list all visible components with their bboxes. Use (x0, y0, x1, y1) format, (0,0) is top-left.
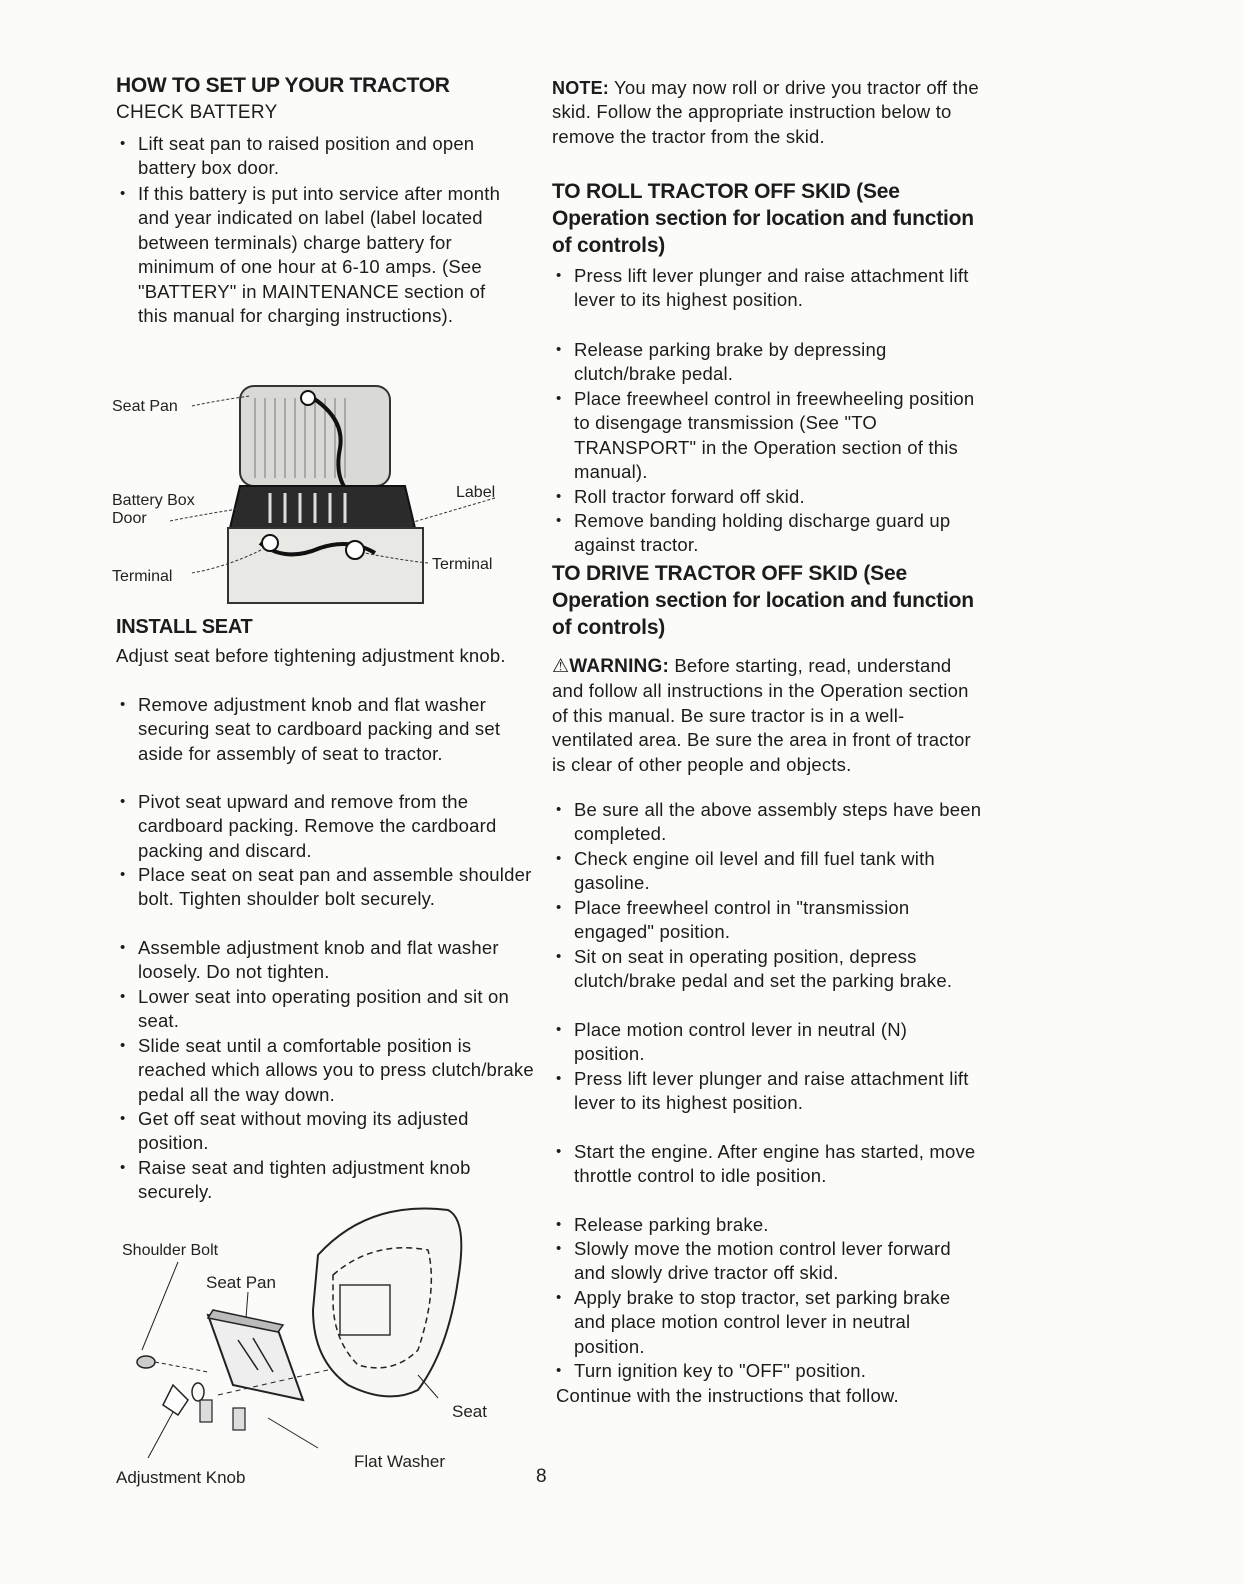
warning-label: WARNING: (569, 656, 669, 677)
install-seat-intro: Adjust seat before tightening adjustment knob. (116, 645, 506, 666)
note-paragraph (552, 76, 982, 149)
list-item: • Start the engine. After engine has started, move throttle control to idle position. (552, 1140, 982, 1189)
warning-text: Before starting, read, understand and follow all instructions in the Operation section of this manual. Be sure tractor is in a well-ventilated area. Be sure the area in front of tractor is clear of other people and objects. (552, 655, 971, 775)
install-seat-heading: INSTALL SEAT (116, 616, 253, 638)
page-number: 8 (536, 1466, 547, 1487)
list-item: • Release parking brake. (552, 1213, 982, 1237)
list-item: • Get off seat without moving its adjusted position. (116, 1107, 536, 1156)
list-item: • Apply brake to stop tractor, set parking brake and place motion control lever in neutral position. (552, 1286, 982, 1359)
caption-flat-washer: Flat Washer (354, 1452, 446, 1471)
list-item: • Check engine oil level and fill fuel tank with gasoline. (552, 847, 982, 896)
warning-triangle-icon: ⚠ (552, 656, 570, 677)
list-item: • Lower seat into operating position and sit on seat. (116, 985, 536, 1034)
note-label: NOTE: (552, 78, 609, 98)
closing-text: Continue with the instructions that follow. (556, 1385, 899, 1406)
list-item: • Pivot seat upward and remove from the cardboard packing. Remove the cardboard packing and discard. (116, 790, 536, 863)
list-item: • Sit on seat in operating position, depress clutch/brake pedal and set the parking brake. (552, 945, 982, 994)
caption-seat: Seat (452, 1402, 487, 1421)
caption-adjustment-knob: Adjustment Knob (116, 1468, 246, 1487)
check-battery-heading: CHECK BATTERY (116, 102, 278, 123)
list-item: • Remove adjustment knob and flat washer securing seat to cardboard packing and set aside for assembly of seat to tractor. (116, 693, 536, 766)
list-item: • Press lift lever plunger and raise attachment lift lever to its highest position. (552, 1067, 982, 1116)
list-item: • Place freewheel control in freewheeling position to disengage transmission (See "TO TRANSPORT" in the Operation section of this manual). (552, 387, 982, 485)
note-text: You may now roll or drive you tractor off the skid. Follow the appropriate instruction below to remove the tractor from the skid. (552, 77, 979, 147)
list-item: • Roll tractor forward off skid. (552, 485, 982, 509)
list-item: • Turn ignition key to "OFF" position. (552, 1359, 982, 1383)
list-item: • Raise seat and tighten adjustment knob securely. (116, 1156, 536, 1205)
caption-terminal-left: Terminal (112, 568, 173, 585)
caption-terminal-right: Terminal (432, 556, 493, 573)
drive-off-heading: TO DRIVE TRACTOR OFF SKID (See Operation section for location and function of controls) (552, 562, 974, 639)
roll-off-heading: TO ROLL TRACTOR OFF SKID (See Operation section for location and function of controls) (552, 180, 974, 257)
list-item: • Release parking brake by depressing clutch/brake pedal. (552, 338, 982, 387)
list-item: • Slowly move the motion control lever forward and slowly drive tractor off skid. (552, 1237, 982, 1286)
page-title: HOW TO SET UP YOUR TRACTOR (116, 74, 450, 97)
seat-assembly-illustration (118, 1200, 498, 1470)
list-item: • Place motion control lever in neutral (N) position. (552, 1018, 982, 1067)
list-item: • Be sure all the above assembly steps have been completed. (552, 798, 982, 847)
caption-battery-box: Battery Box (112, 492, 195, 509)
list-item: • Lift seat pan to raised position and open battery box door. (116, 132, 516, 181)
list-item: • Press lift lever plunger and raise attachment lift lever to its highest position. (552, 264, 982, 313)
list-item: • Slide seat until a comfortable position is reached which allows you to press clutch/brake pedal all the way down. (116, 1034, 536, 1107)
list-item: • Assemble adjustment knob and flat washer loosely. Do not tighten. (116, 936, 536, 985)
caption-seat-pan: Seat Pan (112, 398, 178, 415)
list-item: • Place seat on seat pan and assemble shoulder bolt. Tighten shoulder bolt securely. (116, 863, 536, 912)
caption-door: Door (112, 510, 147, 527)
caption-seat-pan-2: Seat Pan (206, 1273, 276, 1292)
caption-shoulder-bolt: Shoulder Bolt (122, 1242, 219, 1259)
caption-label: Label (456, 484, 496, 501)
list-item: • Place freewheel control in "transmission engaged" position. (552, 896, 982, 945)
warning-paragraph (552, 654, 982, 777)
list-item: • Remove banding holding discharge guard up against tractor. (552, 509, 982, 558)
list-item: • If this battery is put into service after month and year indicated on label (label located between terminals) charge battery for minimum of one hour at 6-10 amps. (See "BATTERY" in MAINTENANCE section of this manual for charging instructions). (116, 182, 516, 328)
